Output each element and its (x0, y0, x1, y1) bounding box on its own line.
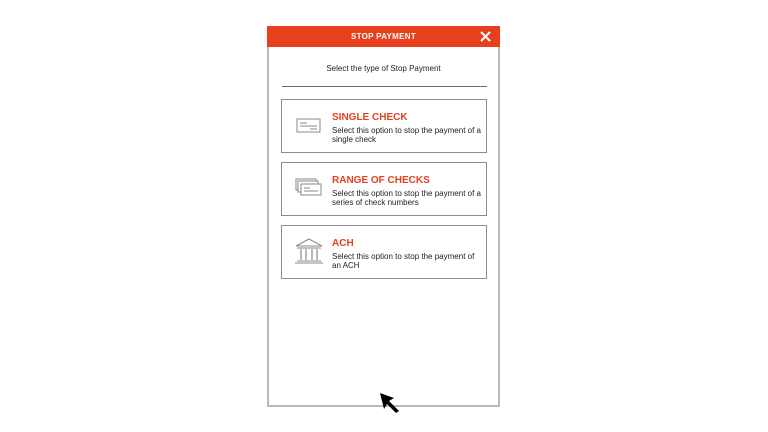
option-description: Select this option to stop the payment of a single check (332, 126, 481, 144)
close-icon (479, 30, 492, 43)
option-title: ACH (332, 238, 354, 249)
dialog-header (267, 26, 500, 47)
dialog-title: STOP PAYMENT (350, 32, 417, 41)
option-title: SINGLE CHECK (332, 112, 408, 123)
option-range-of-checks[interactable] (281, 162, 487, 216)
close-button[interactable] (479, 30, 492, 43)
option-ach[interactable] (281, 225, 487, 279)
mouse-pointer-icon (379, 392, 401, 414)
checks-stack-icon (294, 173, 324, 203)
option-description: Select this option to stop the payment of a series of check numbers (332, 189, 481, 207)
option-description: Select this option to stop the payment of an ACH (332, 252, 475, 270)
divider (282, 86, 487, 87)
check-icon (294, 110, 324, 140)
dialog-subtitle: Select the type of Stop Payment (326, 64, 441, 73)
bank-icon (294, 236, 324, 266)
stop-payment-dialog (267, 26, 500, 407)
option-title: RANGE OF CHECKS (332, 175, 430, 186)
option-single-check[interactable] (281, 99, 487, 153)
